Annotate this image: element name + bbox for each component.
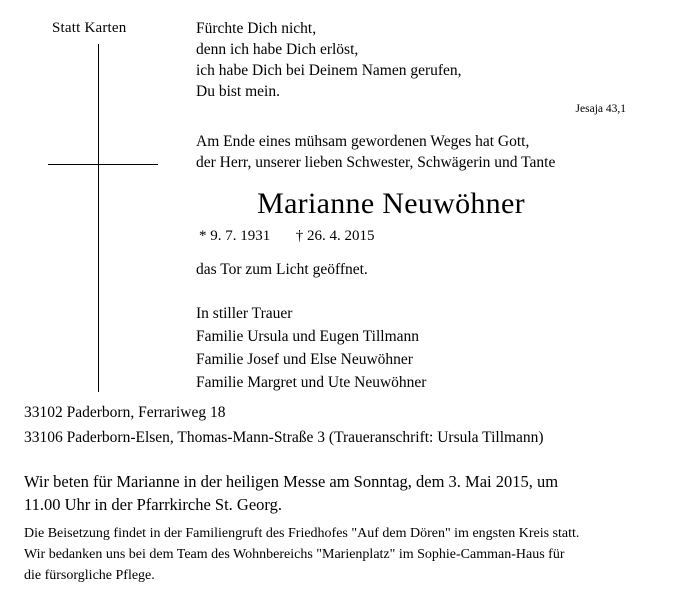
service-line: Wir beten für Marianne in der heiligen Messe am Sonntag, dem 3. Mai 2015, um — [24, 472, 559, 491]
deceased-name: Marianne Neuwöhner — [257, 187, 525, 220]
mourner-family: Familie Josef und Else Neuwöhner — [196, 351, 413, 368]
service-info — [24, 470, 669, 516]
verse-line: Fürchte Dich nicht, — [196, 20, 317, 37]
intro-line: der Herr, unserer lieben Schwester, Schwägerin und Tante — [196, 154, 556, 171]
death-date: † 26. 4. 2015 — [295, 228, 375, 244]
footer-block — [24, 470, 669, 586]
address-block — [24, 400, 664, 450]
mourners-lead: In stiller Trauer — [196, 305, 293, 322]
statt-karten-label: Statt Karten — [52, 20, 127, 36]
life-dates — [196, 228, 646, 245]
verse-line: Du bist mein. — [196, 83, 280, 100]
verse-line: ich habe Dich bei Deinem Namen gerufen, — [196, 62, 462, 79]
note-line: Die Beisetzung findet in der Familiengruft des Friedhofes "Auf dem Dören" im engsten Kreis statt. — [24, 526, 580, 541]
bible-verse — [196, 18, 646, 102]
intro-text — [196, 131, 646, 173]
cross-vertical-bar — [98, 44, 99, 392]
closing-line: das Tor zum Licht geöffnet. — [196, 261, 368, 278]
mourner-family: Familie Margret und Ute Neuwöhner — [196, 374, 427, 391]
additional-notes — [24, 523, 669, 586]
note-line: Wir bedanken uns bei dem Team des Wohnbereichs "Marienplatz" im Sophie-Camman-Haus für — [24, 547, 565, 562]
cross-icon — [48, 44, 158, 392]
verse-reference: Jesaja 43,1 — [575, 103, 626, 115]
mourner-family: Familie Ursula und Eugen Tillmann — [196, 328, 420, 345]
service-line: 11.00 Uhr in der Pfarrkirche St. Georg. — [24, 495, 282, 514]
mourners-block — [196, 302, 646, 394]
intro-line: Am Ende eines mühsam gewordenen Weges hat Gott, — [196, 133, 530, 150]
main-text-column — [196, 18, 646, 394]
address-line: 33106 Paderborn-Elsen, Thomas-Mann-Straße 3 (Traueranschrift: Ursula Tillmann) — [24, 429, 544, 446]
address-line: 33102 Paderborn, Ferrariweg 18 — [24, 404, 226, 421]
note-line: die fürsorgliche Pflege. — [24, 568, 155, 583]
verse-line: denn ich habe Dich erlöst, — [196, 41, 359, 58]
cross-horizontal-bar — [48, 164, 158, 165]
birth-date: * 9. 7. 1931 — [199, 228, 271, 244]
